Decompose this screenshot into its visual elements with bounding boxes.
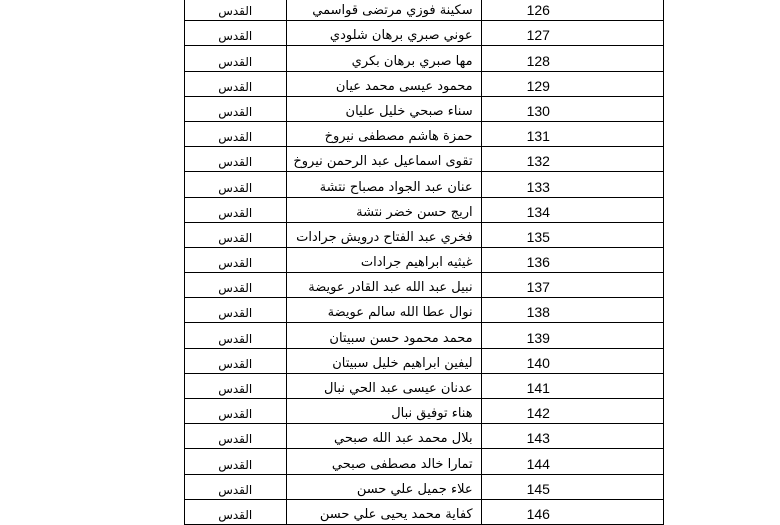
city-cell: القدس <box>185 0 287 21</box>
name-cell: حمزة هاشم مصطفى نيروخ <box>287 121 481 146</box>
number-cell: 143 <box>481 424 663 449</box>
number-cell: 126 <box>481 0 663 21</box>
name-cell: ليفين ابراهيم خليل سبيتان <box>287 348 481 373</box>
name-cell: نوال عطا الله سالم عويضة <box>287 298 481 323</box>
table-row <box>185 121 664 146</box>
city-cell: القدس <box>185 247 287 272</box>
city-cell: القدس <box>185 96 287 121</box>
table-row <box>185 21 664 46</box>
number-cell: 133 <box>481 172 663 197</box>
city-cell: القدس <box>185 449 287 474</box>
city-cell: القدس <box>185 172 287 197</box>
name-cell: تمارا خالد مصطفى صبحي <box>287 449 481 474</box>
table-row <box>185 147 664 172</box>
name-cell: سكينة فوزي مرتضى قواسمي <box>287 0 481 21</box>
city-cell: القدس <box>185 399 287 424</box>
number-cell: 134 <box>481 197 663 222</box>
table-row <box>185 273 664 298</box>
name-cell: محمد محمود حسن سبيتان <box>287 323 481 348</box>
table-row <box>185 373 664 398</box>
number-cell: 138 <box>481 298 663 323</box>
city-cell: القدس <box>185 424 287 449</box>
name-cell: محمود عيسى محمد عيان <box>287 71 481 96</box>
table-row <box>185 348 664 373</box>
number-cell: 130 <box>481 96 663 121</box>
name-cell: نبيل عبد الله عبد القادر عويضة <box>287 273 481 298</box>
name-cell: هناء توفيق نبال <box>287 399 481 424</box>
number-cell: 127 <box>481 21 663 46</box>
name-cell: مها صبري برهان بكري <box>287 46 481 71</box>
name-cell: غيثيه ابراهيم جرادات <box>287 247 481 272</box>
table-row <box>185 449 664 474</box>
table-row <box>185 424 664 449</box>
table-row <box>185 323 664 348</box>
city-cell: القدس <box>185 21 287 46</box>
number-cell: 140 <box>481 348 663 373</box>
names-table <box>184 0 664 525</box>
city-cell: القدس <box>185 348 287 373</box>
city-cell: القدس <box>185 121 287 146</box>
city-cell: القدس <box>185 273 287 298</box>
table-row <box>185 0 664 21</box>
name-cell: كفاية محمد يحيى علي حسن <box>287 499 481 524</box>
city-cell: القدس <box>185 474 287 499</box>
table-row <box>185 247 664 272</box>
number-cell: 145 <box>481 474 663 499</box>
name-cell: اريج حسن خضر نتشة <box>287 197 481 222</box>
city-cell: القدس <box>185 323 287 348</box>
city-cell: القدس <box>185 197 287 222</box>
number-cell: 131 <box>481 121 663 146</box>
city-cell: القدس <box>185 46 287 71</box>
name-cell: عدنان عيسى عبد الحي نبال <box>287 373 481 398</box>
table-row <box>185 46 664 71</box>
number-cell: 136 <box>481 247 663 272</box>
name-cell: بلال محمد عبد الله صبحي <box>287 424 481 449</box>
name-cell: علاء جميل علي حسن <box>287 474 481 499</box>
number-cell: 142 <box>481 399 663 424</box>
table-row <box>185 222 664 247</box>
table-row <box>185 474 664 499</box>
table-row <box>185 298 664 323</box>
city-cell: القدس <box>185 499 287 524</box>
name-cell: سناء صبحي خليل عليان <box>287 96 481 121</box>
number-cell: 144 <box>481 449 663 474</box>
city-cell: القدس <box>185 373 287 398</box>
table-row <box>185 172 664 197</box>
number-cell: 129 <box>481 71 663 96</box>
table-row <box>185 96 664 121</box>
table-row <box>185 71 664 96</box>
city-cell: القدس <box>185 298 287 323</box>
number-cell: 139 <box>481 323 663 348</box>
table-row <box>185 399 664 424</box>
name-cell: تقوى اسماعيل عبد الرحمن نيروخ <box>287 147 481 172</box>
city-cell: القدس <box>185 222 287 247</box>
name-cell: فخري عبد الفتاح درويش جرادات <box>287 222 481 247</box>
table-row <box>185 499 664 524</box>
city-cell: القدس <box>185 147 287 172</box>
number-cell: 137 <box>481 273 663 298</box>
name-cell: عوني صبري برهان شلودي <box>287 21 481 46</box>
number-cell: 128 <box>481 46 663 71</box>
table-body <box>185 0 664 524</box>
number-cell: 132 <box>481 147 663 172</box>
number-cell: 146 <box>481 499 663 524</box>
city-cell: القدس <box>185 71 287 96</box>
table-row <box>185 197 664 222</box>
number-cell: 141 <box>481 373 663 398</box>
name-cell: عنان عبد الجواد مصباح نتشة <box>287 172 481 197</box>
number-cell: 135 <box>481 222 663 247</box>
